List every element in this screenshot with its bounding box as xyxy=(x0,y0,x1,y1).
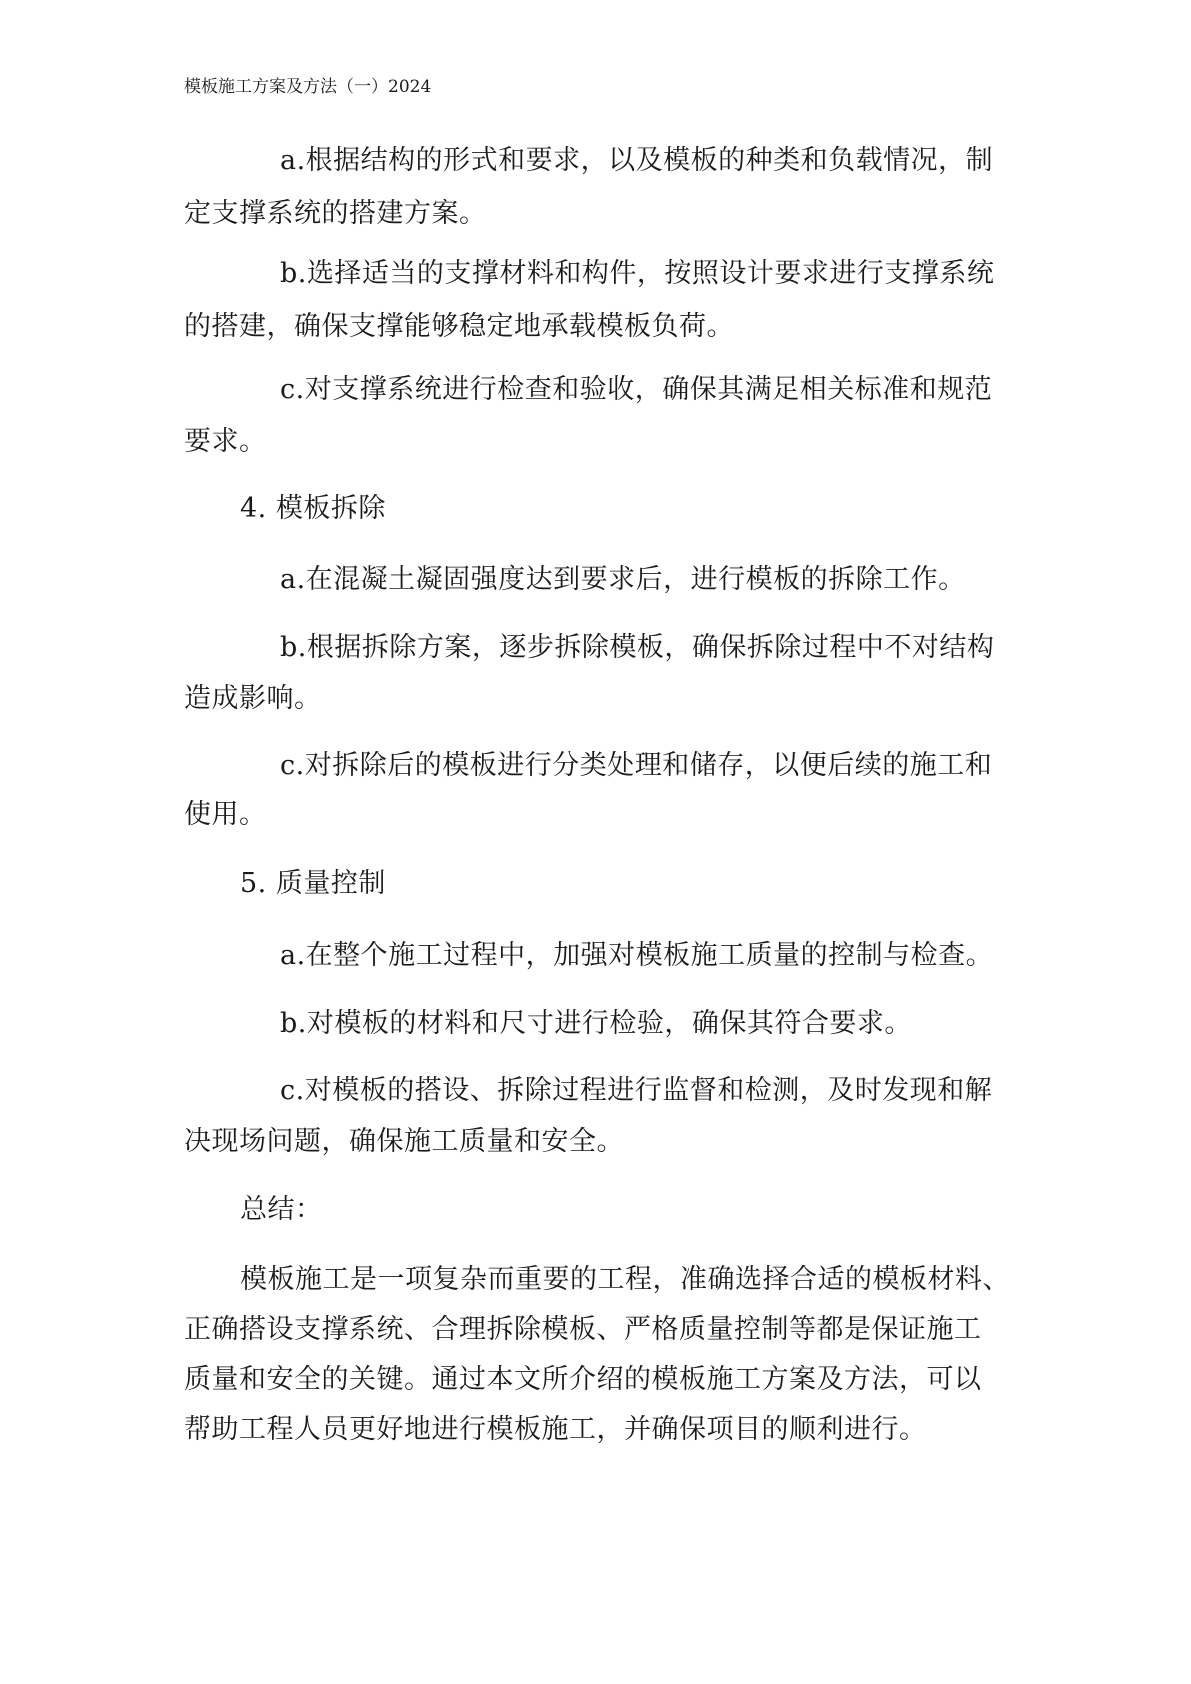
paragraph-line: a.在整个施工过程中，加强对模板施工质量的控制与检查。 xyxy=(280,940,994,971)
page-header: 模板施工方案及方法（一）2024 xyxy=(184,77,432,97)
paragraph-line: 决现场问题，确保施工质量和安全。 xyxy=(184,1126,624,1157)
paragraph-line: c.对支撑系统进行检查和验收，确保其满足相关标准和规范 xyxy=(280,374,993,405)
paragraph-line: b.对模板的材料和尺寸进行检验，确保其符合要求。 xyxy=(280,1008,912,1039)
section-heading: 5. 质量控制 xyxy=(240,868,386,899)
paragraph-line: a.在混凝土凝固强度达到要求后，进行模板的拆除工作。 xyxy=(280,564,966,595)
paragraph-line: a.根据结构的形式和要求，以及模板的种类和负载情况，制 xyxy=(280,145,994,176)
paragraph-line: 的搭建，确保支撑能够稳定地承载模板负荷。 xyxy=(184,311,734,342)
paragraph-line: b.选择适当的支撑材料和构件，按照设计要求进行支撑系统 xyxy=(280,258,995,289)
paragraph-line: c.对拆除后的模板进行分类处理和储存，以便后续的施工和 xyxy=(280,750,993,781)
section-heading: 4. 模板拆除 xyxy=(240,493,386,524)
paragraph-line: 造成影响。 xyxy=(184,683,322,714)
paragraph-line: b.根据拆除方案，逐步拆除模板，确保拆除过程中不对结构 xyxy=(280,632,995,663)
paragraph-line: 模板施工是一项复杂而重要的工程，准确选择合适的模板材料、 xyxy=(240,1264,1010,1295)
paragraph-line: 正确搭设支撑系统、合理拆除模板、严格质量控制等都是保证施工 xyxy=(184,1314,982,1345)
paragraph-line: 定支撑系统的搭建方案。 xyxy=(184,198,487,229)
paragraph-line: 质量和安全的关键。通过本文所介绍的模板施工方案及方法，可以 xyxy=(184,1364,982,1395)
paragraph-line: 使用。 xyxy=(184,799,267,830)
paragraph-line: c.对模板的搭设、拆除过程进行监督和检测，及时发现和解 xyxy=(280,1075,993,1106)
paragraph-line: 帮助工程人员更好地进行模板施工，并确保项目的顺利进行。 xyxy=(184,1414,927,1445)
paragraph-line: 要求。 xyxy=(184,426,267,457)
summary-heading: 总结： xyxy=(240,1194,323,1225)
